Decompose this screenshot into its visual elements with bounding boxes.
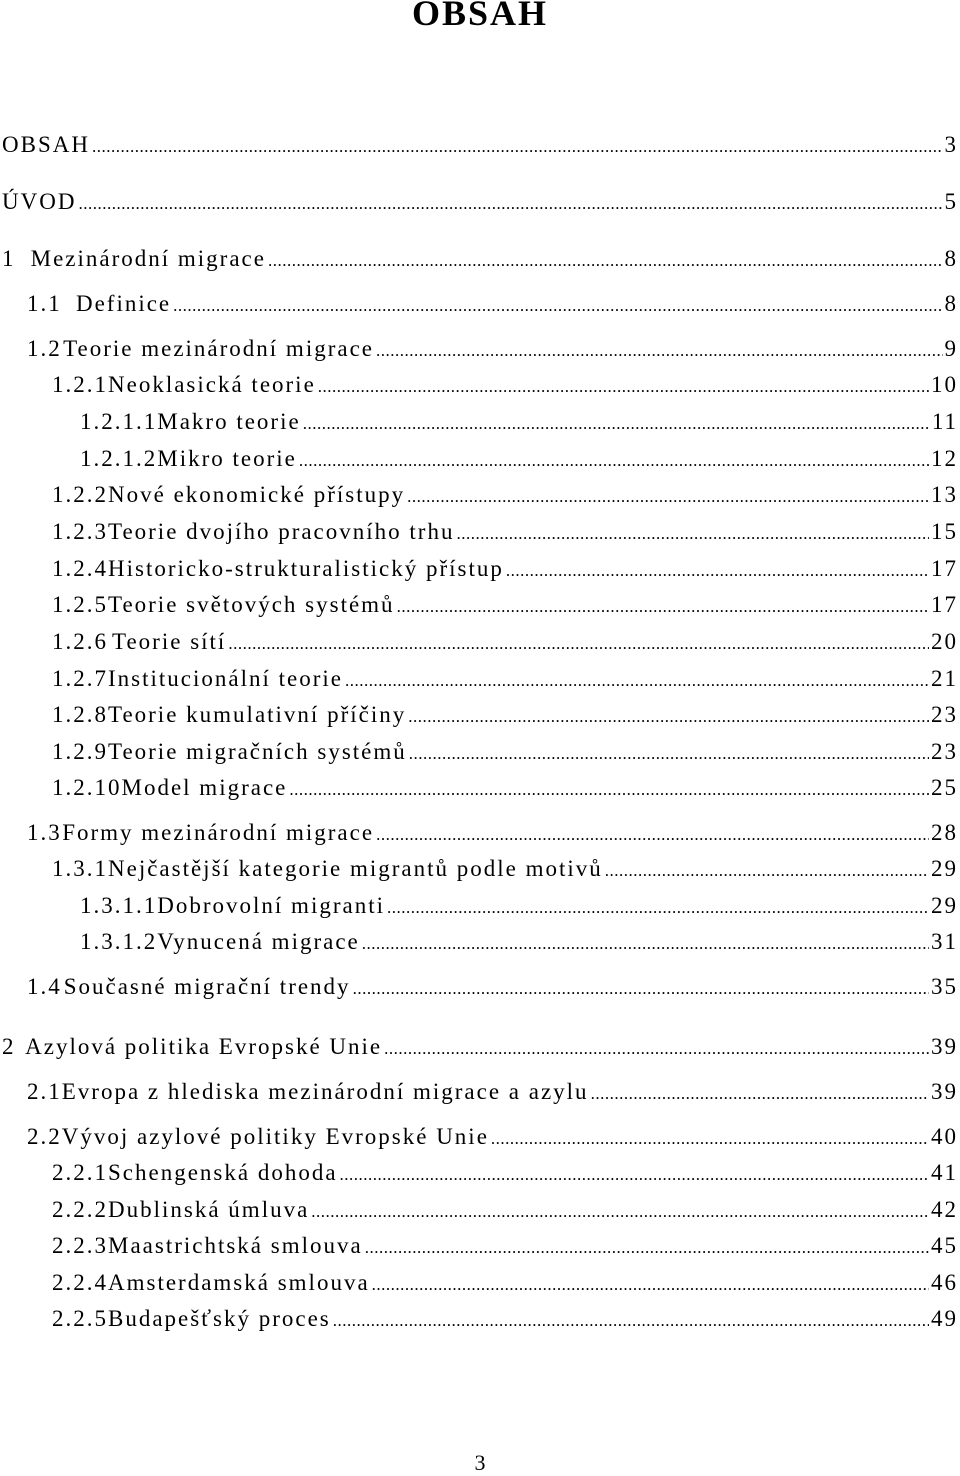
toc-entry-page: 13 <box>931 482 958 507</box>
toc-leader-dots <box>303 414 930 434</box>
toc-entry-page: 15 <box>931 519 958 544</box>
toc-entry-1-2-6[interactable] <box>52 629 958 659</box>
toc-entry-2-2-1[interactable] <box>52 1160 958 1190</box>
toc-entry-number: 1.2.6 <box>52 629 108 654</box>
toc-entry-page: 21 <box>931 666 958 691</box>
toc-entry-page: 25 <box>931 775 958 800</box>
toc-entry-label: Schengenská dohoda <box>108 1160 338 1185</box>
toc-entry-number: 1.2.4 <box>52 556 108 581</box>
toc-entry-2-2[interactable] <box>27 1124 958 1154</box>
toc-entry-number: 1.4 <box>27 974 62 999</box>
toc-entry-label: OBSAH <box>2 132 90 157</box>
toc-leader-dots <box>340 1165 929 1185</box>
toc-leader-dots <box>345 671 929 691</box>
toc-entry-1-2-3[interactable] <box>52 519 958 549</box>
toc-entry-1-4[interactable] <box>27 974 958 1004</box>
toc-leader-dots <box>268 251 943 271</box>
toc-entry-label: Neoklasická teorie <box>108 372 316 397</box>
toc-leader-dots <box>173 296 942 316</box>
toc-entry-page: 28 <box>931 820 958 845</box>
toc-entry-number: 1.2.5 <box>52 592 108 617</box>
toc-leader-dots <box>228 634 929 654</box>
toc-entry-label: Nové ekonomické přístupy <box>108 482 406 507</box>
toc-entry-number: 1.2.9 <box>52 739 108 764</box>
toc-leader-dots <box>362 934 929 954</box>
toc-entry-number: 2.2.4 <box>52 1270 108 1295</box>
toc-leader-dots <box>376 825 929 845</box>
toc-entry-page: 9 <box>944 336 958 361</box>
toc-entry-label: Teorie sítí <box>112 629 227 654</box>
toc-entry-1-2-8[interactable] <box>52 702 958 732</box>
toc-entry-label: Vynucená migrace <box>157 929 360 954</box>
toc-entry-page: 17 <box>931 556 958 581</box>
toc-entry-1[interactable] <box>2 246 958 276</box>
toc-entry-label: Budapešťský proces <box>108 1306 331 1331</box>
toc-entry-2-2-2[interactable] <box>52 1197 958 1227</box>
toc-entry-page: 35 <box>931 974 958 999</box>
toc-leader-dots <box>92 137 943 157</box>
toc-leader-dots <box>491 1129 929 1149</box>
toc-entry-2-2-4[interactable] <box>52 1270 958 1300</box>
toc-leader-dots <box>408 707 929 727</box>
toc-entry-page: 17 <box>931 592 958 617</box>
toc-entry-2-1[interactable] <box>27 1079 958 1109</box>
toc-entry-label: Definice <box>75 291 172 316</box>
toc-entry-1-2-2[interactable] <box>52 482 958 512</box>
toc-entry-number: 1 <box>2 246 16 271</box>
toc-entry-page: 23 <box>931 739 958 764</box>
toc-leader-dots <box>384 1039 929 1059</box>
toc-leader-dots <box>409 744 929 764</box>
toc-leader-dots <box>591 1084 929 1104</box>
toc-entry-label: Azylová politika Evropské Unie <box>25 1034 383 1059</box>
toc-entry-number: 1.2.1.1 <box>80 409 158 434</box>
toc-entry-page: 10 <box>931 372 958 397</box>
toc-entry-label: ÚVOD <box>2 189 77 214</box>
toc-entry-page: 29 <box>931 893 958 918</box>
toc-entry-label: Vývoj azylové politiky Evropské Unie <box>61 1124 489 1149</box>
toc-entry-page: 5 <box>944 189 958 214</box>
toc-leader-dots <box>78 194 942 214</box>
toc-entry-1-2-10[interactable] <box>52 775 958 805</box>
toc-leader-dots <box>605 861 929 881</box>
toc-entry-1-2[interactable] <box>27 336 958 366</box>
toc-entry-label: Makro teorie <box>157 409 301 434</box>
toc-entry-1-1[interactable] <box>27 291 958 321</box>
toc-entry-obsah[interactable] <box>2 132 958 162</box>
toc-entry-label: Mezinárodní migrace <box>30 246 266 271</box>
toc-entry-page: 11 <box>931 409 958 434</box>
toc-entry-2[interactable] <box>2 1034 958 1064</box>
toc-entry-page: 45 <box>931 1233 958 1258</box>
toc-entry-label: Model migrace <box>121 775 288 800</box>
toc-entry-label: Evropa z hlediska mezinárodní migrace a azylu <box>61 1079 589 1104</box>
toc-entry-number: 2 <box>2 1034 16 1059</box>
toc-entry-number: 1.3.1.1 <box>80 893 158 918</box>
toc-entry-page: 39 <box>931 1079 958 1104</box>
toc-entry-label: Nejčastější kategorie migrantů podle motivů <box>108 856 603 881</box>
page-number: 3 <box>474 1450 486 1475</box>
toc-entry-number: 1.3.1.2 <box>80 929 158 954</box>
toc-entry-page: 8 <box>944 291 958 316</box>
toc-entry-1-2-5[interactable] <box>52 592 958 622</box>
toc-entry-label: Mikro teorie <box>157 446 297 471</box>
toc-entry-page: 29 <box>931 856 958 881</box>
toc-entry-uvod[interactable] <box>2 189 958 219</box>
toc-leader-dots <box>311 1202 929 1222</box>
toc-entry-page: 39 <box>931 1034 958 1059</box>
toc-entry-label: Dobrovolní migranti <box>157 893 385 918</box>
toc-entry-1-3[interactable] <box>27 820 958 850</box>
toc-entry-number: 1.2.3 <box>52 519 108 544</box>
toc-entry-1-2-1[interactable] <box>52 372 958 402</box>
toc-leader-dots <box>299 451 929 471</box>
toc-entry-label: Teorie dvojího pracovního trhu <box>108 519 455 544</box>
toc-entry-label: Dublinská úmluva <box>108 1197 310 1222</box>
toc-entry-number: 1.3 <box>27 820 62 845</box>
toc-entry-number: 2.1 <box>27 1079 62 1104</box>
toc-entry-page: 8 <box>944 246 958 271</box>
toc-entry-number: 1.2 <box>27 336 62 361</box>
toc-entry-page: 23 <box>931 702 958 727</box>
toc-leader-dots <box>376 341 943 361</box>
toc-entry-page: 46 <box>931 1270 958 1295</box>
toc-entry-label: Maastrichtská smlouva <box>108 1233 363 1258</box>
toc-entry-number: 2.2.3 <box>52 1233 108 1258</box>
toc-leader-dots <box>456 524 929 544</box>
toc-entry-label: Současné migrační trendy <box>63 974 351 999</box>
toc-leader-dots <box>372 1275 929 1295</box>
toc-entry-page: 12 <box>931 446 958 471</box>
toc-entry-page: 20 <box>931 629 958 654</box>
toc-entry-number: 1.2.10 <box>52 775 122 800</box>
toc-entry-number: 2.2.1 <box>52 1160 108 1185</box>
toc-entry-1-3-1-1[interactable] <box>80 893 958 923</box>
toc-entry-number: 2.2.2 <box>52 1197 108 1222</box>
toc-entry-1-2-7[interactable] <box>52 666 958 696</box>
toc-leader-dots <box>289 780 929 800</box>
toc-entry-label: Teorie kumulativní příčiny <box>108 702 407 727</box>
toc-entry-number: 1.2.7 <box>52 666 108 691</box>
toc-leader-dots <box>506 561 929 581</box>
toc-leader-dots <box>407 487 929 507</box>
toc-entry-number: 1.2.1.2 <box>80 446 158 471</box>
toc-leader-dots <box>397 597 929 617</box>
toc-entry-number: 1.3.1 <box>52 856 108 881</box>
toc-leader-dots <box>333 1311 929 1331</box>
toc-entry-page: 40 <box>931 1124 958 1149</box>
toc-entry-number: 1.1 <box>27 291 62 316</box>
toc-entry-number: 1.2.8 <box>52 702 108 727</box>
toc-entry-label: Formy mezinárodní migrace <box>62 820 375 845</box>
toc-entry-number: 1.2.1 <box>52 372 108 397</box>
toc-entry-1-2-1-1[interactable] <box>80 409 958 439</box>
toc-entry-number: 1.2.2 <box>52 482 108 507</box>
toc-entry-1-2-4[interactable] <box>52 556 958 586</box>
toc-entry-1-3-1[interactable] <box>52 856 958 886</box>
toc-entry-label: Amsterdamská smlouva <box>108 1270 370 1295</box>
toc-entry-page: 42 <box>931 1197 958 1222</box>
toc-entry-label: Teorie mezinárodní migrace <box>63 336 374 361</box>
toc-entry-label: Teorie migračních systémů <box>108 739 407 764</box>
toc-entry-number: 2.2.5 <box>52 1306 108 1331</box>
toc-entry-label: Institucionální teorie <box>108 666 343 691</box>
toc-leader-dots <box>353 979 929 999</box>
toc-leader-dots <box>387 898 929 918</box>
toc-entry-page: 41 <box>931 1160 958 1185</box>
toc-leader-dots <box>318 377 929 397</box>
toc-entry-1-2-9[interactable] <box>52 739 958 769</box>
toc-entry-1-3-1-2[interactable] <box>80 929 958 959</box>
toc-entry-number: 2.2 <box>27 1124 62 1149</box>
page-title: OBSAH <box>411 0 549 33</box>
toc-entry-page: 49 <box>931 1306 958 1331</box>
toc-entry-1-2-1-2[interactable] <box>80 446 958 476</box>
toc-leader-dots <box>365 1238 929 1258</box>
toc-entry-2-2-5[interactable] <box>52 1306 958 1336</box>
toc-entry-page: 3 <box>944 132 958 157</box>
toc-entry-2-2-3[interactable] <box>52 1233 958 1263</box>
toc-entry-label: Teorie světových systémů <box>108 592 395 617</box>
toc-entry-page: 31 <box>931 929 958 954</box>
toc-entry-label: Historicko-strukturalistický přístup <box>108 556 504 581</box>
